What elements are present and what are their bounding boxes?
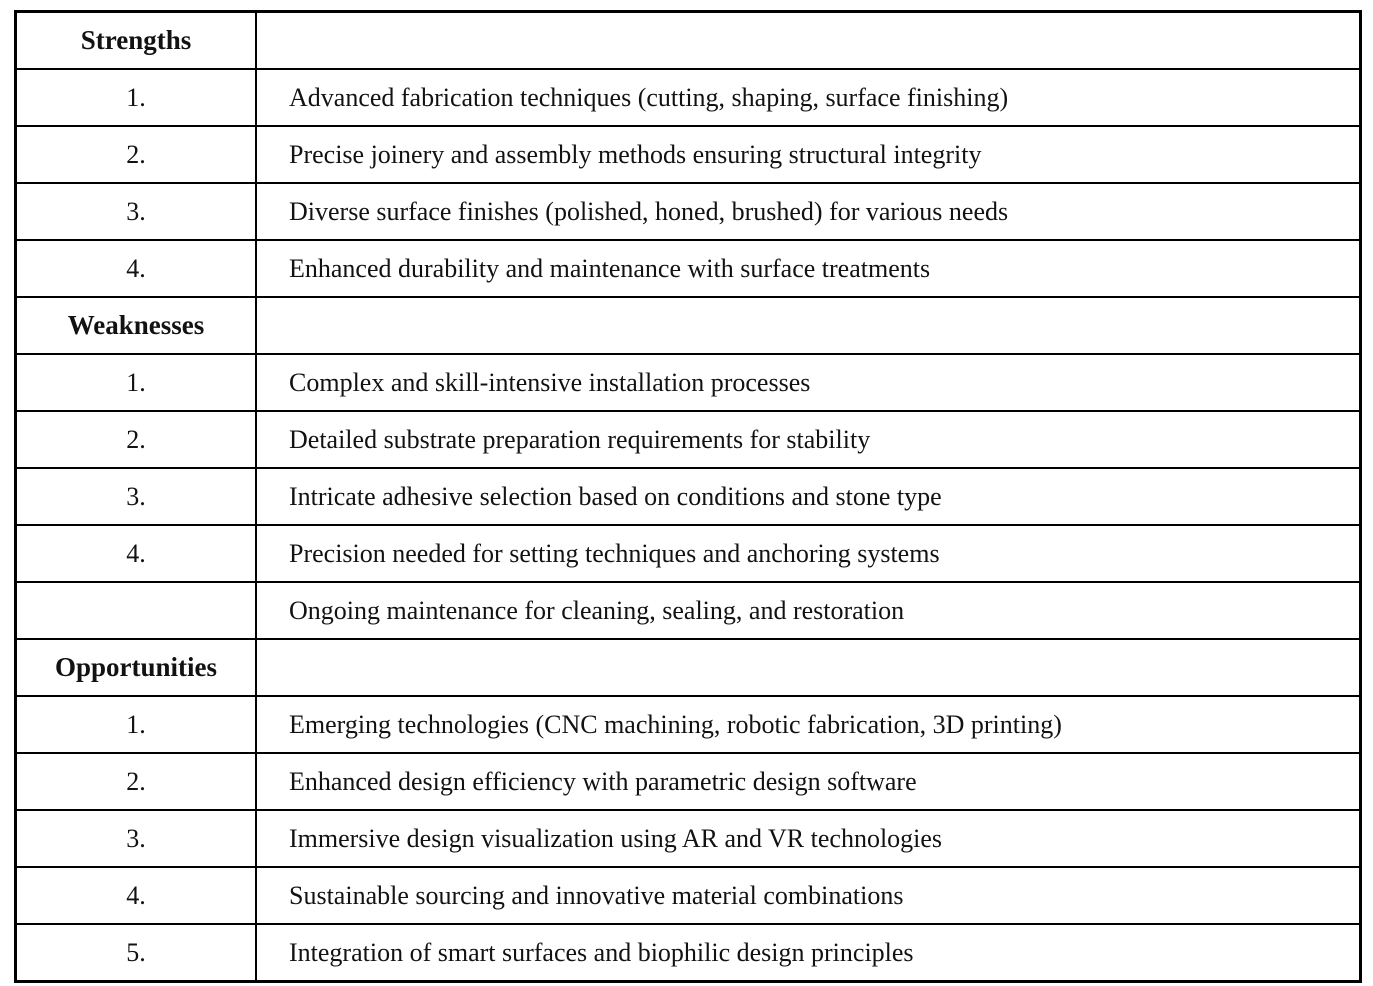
section-header-cell: Opportunities <box>16 639 257 696</box>
swot-table <box>14 10 1362 983</box>
table-row <box>16 696 1361 753</box>
table-row <box>16 468 1361 525</box>
item-number-cell: 2. <box>16 126 257 183</box>
item-number-cell: 5. <box>16 924 257 982</box>
table-row <box>16 525 1361 582</box>
table-row <box>16 354 1361 411</box>
item-number-cell: 2. <box>16 411 257 468</box>
item-number-cell: 1. <box>16 354 257 411</box>
item-text-cell: Intricate adhesive selection based on conditions and stone type <box>256 468 1361 525</box>
item-number-cell: 1. <box>16 696 257 753</box>
item-number-cell: 3. <box>16 810 257 867</box>
item-text-cell <box>256 12 1361 70</box>
item-number-cell <box>16 582 257 639</box>
item-text-cell: Enhanced design efficiency with parametric design software <box>256 753 1361 810</box>
item-number-cell: 2. <box>16 753 257 810</box>
item-text-cell: Integration of smart surfaces and biophilic design principles <box>256 924 1361 982</box>
item-number-cell: 3. <box>16 468 257 525</box>
item-number-cell: 3. <box>16 183 257 240</box>
table-row <box>16 69 1361 126</box>
table-row <box>16 411 1361 468</box>
table-row <box>16 126 1361 183</box>
table-row <box>16 639 1361 696</box>
item-text-cell: Advanced fabrication techniques (cutting, shaping, surface finishing) <box>256 69 1361 126</box>
item-text-cell: Sustainable sourcing and innovative material combinations <box>256 867 1361 924</box>
item-text-cell <box>256 639 1361 696</box>
section-header-cell: Strengths <box>16 12 257 70</box>
item-number-cell: 1. <box>16 69 257 126</box>
item-text-cell <box>256 297 1361 354</box>
item-text-cell: Detailed substrate preparation requirements for stability <box>256 411 1361 468</box>
item-text-cell: Complex and skill-intensive installation processes <box>256 354 1361 411</box>
section-header-cell: Weaknesses <box>16 297 257 354</box>
item-text-cell: Diverse surface finishes (polished, honed, brushed) for various needs <box>256 183 1361 240</box>
table-row <box>16 867 1361 924</box>
table-row <box>16 924 1361 982</box>
item-number-cell: 4. <box>16 240 257 297</box>
item-text-cell: Immersive design visualization using AR and VR technologies <box>256 810 1361 867</box>
item-text-cell: Precise joinery and assembly methods ensuring structural integrity <box>256 126 1361 183</box>
table-row <box>16 297 1361 354</box>
item-text-cell: Enhanced durability and maintenance with surface treatments <box>256 240 1361 297</box>
item-text-cell: Precision needed for setting techniques and anchoring systems <box>256 525 1361 582</box>
table-row <box>16 240 1361 297</box>
item-number-cell: 4. <box>16 867 257 924</box>
table-row <box>16 753 1361 810</box>
item-text-cell: Emerging technologies (CNC machining, robotic fabrication, 3D printing) <box>256 696 1361 753</box>
item-text-cell: Ongoing maintenance for cleaning, sealing, and restoration <box>256 582 1361 639</box>
table-row <box>16 582 1361 639</box>
table-row <box>16 183 1361 240</box>
table-row <box>16 810 1361 867</box>
item-number-cell: 4. <box>16 525 257 582</box>
table-row <box>16 12 1361 70</box>
